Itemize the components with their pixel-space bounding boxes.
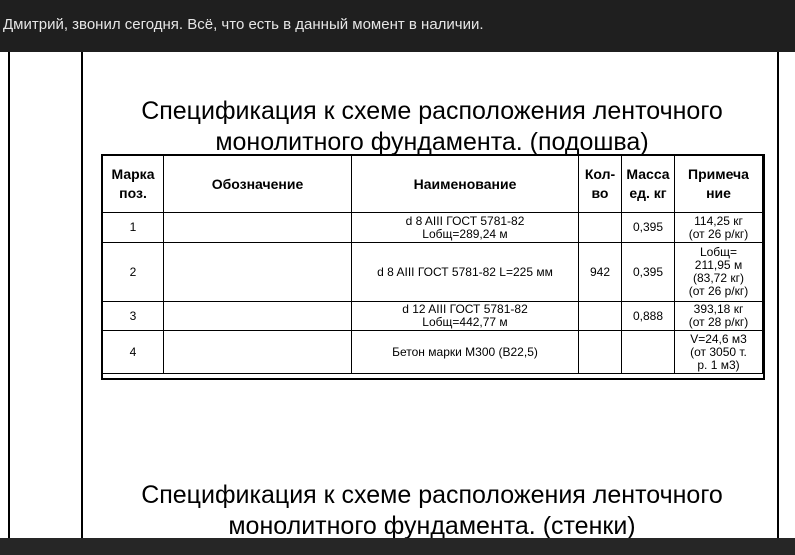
- cell-designation: [164, 213, 352, 243]
- cell-note-line: Lобщ=: [699, 245, 738, 259]
- cell-note-line: (от 26 р/кг): [688, 284, 749, 298]
- spec-title-footing: [83, 96, 781, 158]
- spec-table: [102, 155, 763, 374]
- cell-note-line: 211,95 м: [694, 258, 743, 272]
- header-mark: [103, 156, 164, 213]
- header-mass: [622, 156, 675, 213]
- header-mass-line-2: ед. кг: [629, 185, 667, 201]
- cell-note-line: (83,72 кг): [693, 271, 744, 285]
- cell-name: [352, 302, 579, 331]
- cell-mass: 0,395: [622, 243, 675, 302]
- cell-note-line: V=24,6 м3: [690, 331, 747, 346]
- cell-mark: 2: [103, 243, 164, 302]
- cell-designation: [164, 331, 352, 374]
- cell-qty: [579, 302, 622, 331]
- header-qty: [579, 156, 622, 213]
- header-name: Наименование: [352, 156, 579, 213]
- spec-title-footing-line-2: монолитного фундамента. (подошва): [215, 128, 649, 156]
- header-mass-line-1: Масса: [626, 166, 670, 182]
- cell-name-line: d 8 AIII ГОСТ 5781-82 L=225 мм: [377, 264, 553, 279]
- cell-name-line: d 12 AIII ГОСТ 5781-82: [402, 302, 528, 316]
- header-qty-line-2: во: [591, 185, 609, 201]
- header-note-line-2: ние: [706, 185, 731, 201]
- header-note: [675, 156, 763, 213]
- table-row: [103, 213, 763, 243]
- cell-name-line: d 8 AIII ГОСТ 5781-82: [405, 213, 525, 228]
- message-bar: [0, 0, 795, 52]
- spec-table-header-row: [103, 156, 763, 213]
- spec-title-walls-line-1: Спецификация к схеме расположения ленточного: [141, 481, 723, 509]
- document-page[interactable]: [0, 52, 795, 538]
- cell-designation: [164, 302, 352, 331]
- cell-mass: [622, 331, 675, 374]
- cell-note: [675, 302, 763, 331]
- cell-note-line: 114,25 кг: [694, 213, 743, 228]
- cell-qty: 942: [579, 243, 622, 302]
- spec-title-walls-line-2: монолитного фундамента. (стенки): [228, 512, 636, 538]
- cell-note-line: (от 26 р/кг): [688, 226, 749, 241]
- cell-mass: 0,888: [622, 302, 675, 331]
- spec-title-walls: [83, 480, 781, 538]
- cell-qty: [579, 213, 622, 243]
- table-row: [103, 331, 763, 374]
- cell-note-line: (от 3050 т.: [690, 344, 747, 359]
- table-row: [103, 302, 763, 331]
- cell-mass: 0,395: [622, 213, 675, 243]
- cell-name-line: Lобщ=442,77 м: [422, 315, 508, 329]
- viewer-bottom-bar: [0, 538, 795, 555]
- cell-name-line: Lобщ=289,24 м: [422, 226, 508, 241]
- spec-title-footing-line-1: Спецификация к схеме расположения ленточного: [141, 97, 723, 125]
- cell-name-line: Бетон марки М300 (В22,5): [392, 344, 538, 359]
- header-mark-line-2: поз.: [119, 185, 147, 201]
- cell-note: [675, 213, 763, 243]
- cell-name: [352, 243, 579, 302]
- cell-note-line: (от 28 р/кг): [688, 315, 749, 329]
- cell-name: [352, 213, 579, 243]
- cell-name: [352, 331, 579, 374]
- cell-note-line: р. 1 м3): [697, 357, 740, 372]
- cell-mark: 4: [103, 331, 164, 374]
- cell-mark: 1: [103, 213, 164, 243]
- header-designation: Обозначение: [164, 156, 352, 213]
- cell-note-line: 393,18 кг: [693, 302, 744, 316]
- table-row: [103, 243, 763, 302]
- header-mark-line-1: Марка: [111, 166, 155, 182]
- header-qty-line-1: Кол-: [584, 166, 616, 182]
- header-note-line-1: Примеча: [688, 166, 749, 182]
- cell-note: [675, 243, 763, 302]
- cell-note: [675, 331, 763, 374]
- message-caption: Дмитрий, звонил сегодня. Всё, что есть в данный момент в наличии.: [3, 16, 484, 33]
- cell-mark: 3: [103, 302, 164, 331]
- frame-line-left: [8, 52, 10, 538]
- cell-qty: [579, 331, 622, 374]
- cell-designation: [164, 243, 352, 302]
